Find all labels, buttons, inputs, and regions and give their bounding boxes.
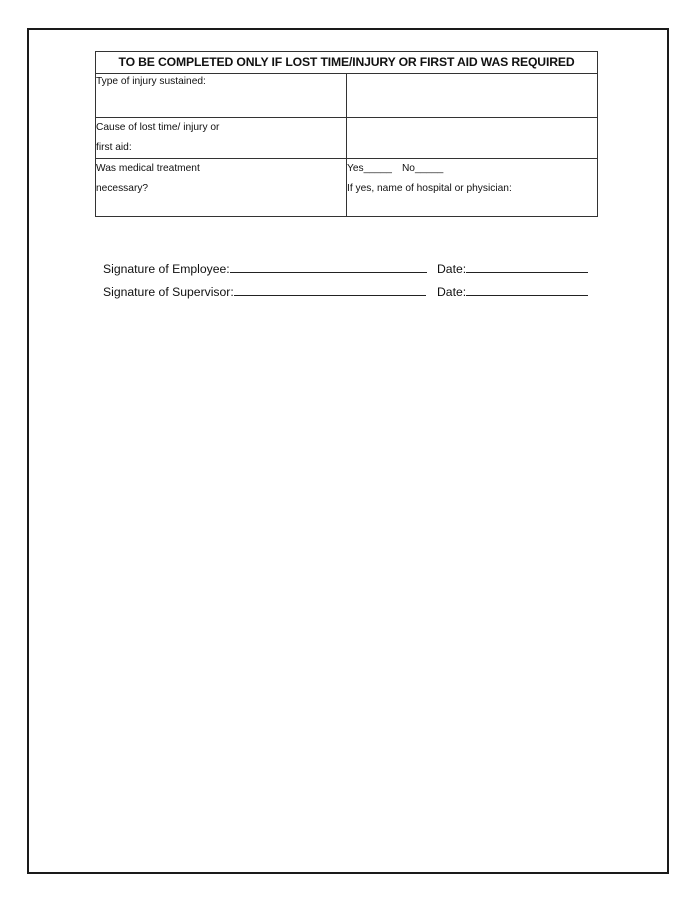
injury-type-label: Type of injury sustained: (96, 74, 347, 118)
employee-date-text: Date: (437, 262, 467, 276)
employee-date-label (437, 260, 588, 276)
supervisor-signature-line[interactable] (234, 283, 426, 296)
employee-date-line[interactable] (466, 260, 588, 273)
yes-no-choice (347, 159, 597, 179)
supervisor-signature-label: Signature of Supervisor: (103, 285, 234, 299)
table-row-cause (96, 118, 598, 159)
cause-label-line1: Cause of lost time/ injury or (96, 122, 220, 133)
supervisor-date-text: Date: (437, 285, 467, 299)
table-header: TO BE COMPLETED ONLY IF LOST TIME/INJURY OR FIRST AID WAS REQUIRED (96, 52, 598, 74)
supervisor-signature-row (103, 283, 467, 299)
supervisor-date-line[interactable] (466, 283, 588, 296)
employee-signature-row (103, 260, 467, 276)
medical-treatment-label-line2: necessary? (96, 183, 149, 194)
cause-field[interactable] (347, 118, 598, 159)
medical-treatment-label (96, 159, 347, 217)
hospital-physician-label: If yes, name of hospital or physician: (347, 183, 512, 194)
employee-signature-label: Signature of Employee: (103, 262, 230, 276)
supervisor-date-label (437, 283, 588, 299)
cause-label-line2: first aid: (96, 142, 132, 153)
yes-option[interactable]: Yes_____ (347, 163, 392, 174)
medical-treatment-field (347, 159, 598, 217)
table-row-injury-type (96, 74, 598, 118)
table-row-medical-treatment (96, 159, 598, 217)
employee-signature-line[interactable] (230, 260, 427, 273)
cause-label (96, 118, 347, 159)
no-option[interactable]: No_____ (401, 163, 444, 174)
injury-details-table (95, 51, 598, 217)
medical-treatment-label-line1: Was medical treatment (96, 163, 200, 174)
injury-type-field[interactable] (347, 74, 598, 118)
